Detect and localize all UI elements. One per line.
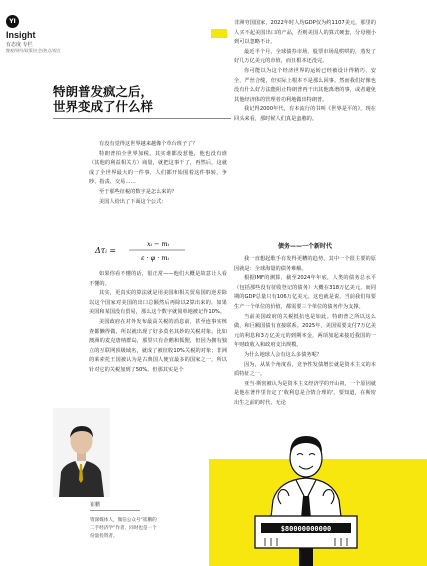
author-name: 崔鹏 [90,502,101,508]
right-column-bottom [234,255,376,409]
paragraph: 其实，更真实的算法就是用美国和相关贸易国的逆差除以这个国家对美国的出口总额然后再除以2算出来的。如果美国和某国没有贸易，那么这个数字就简单地被记作10%。 [89,290,227,316]
author-photo [53,408,110,497]
left-column-top [89,140,227,207]
title-line-2: 世界变成了什么样 [53,99,154,114]
author-divider [90,510,140,511]
formula-numerator: xᵢ − mᵢ [147,240,170,248]
paragraph: 我记得2000年代，有本流行的书叫《世界是平的》，现在回头来看，那时候人们真是蛮憨的。 [234,106,376,122]
tariff-formula [89,235,227,265]
section-label: Insight [6,30,36,40]
paragraph: 最近半个月，全球债券市场、股票市场乱哄哄的，蒸发了好几万亿美元的市值，而且根本还没完。 [234,48,376,65]
title-divider [53,118,231,119]
article-title [53,84,228,114]
yellow-accent-bar [211,29,227,38]
formula-denominator: ε · φ · mᵢ [141,254,169,262]
paragraph: 我一直想起歌手有发得更糟的趋势，其中一个很主要的原因就是：全球海量的债务难解。 [234,256,376,272]
title-line-1: 特朗普发疯之后， [53,84,154,99]
paragraph: 美国人给出了下面这个公式： [99,198,167,205]
paragraph: 当前美国政府的关税抵抗也是如此。特朗普之所以这么做，和巨额国债有直接联系。2025年，美国需要支付7万亿美元的利息和3万亿美元的到期本金，两项加起来接近我国的一年财政收入和政府支出规模。 [234,313,376,349]
author-bio: 资深媒体人，微信公众号“崔鹏的二手经济学”作者，同时也是一个份量投资者。 [90,518,157,539]
formula-lhs: Δτᵢ = [95,246,117,255]
paragraph: 非洲穷国国家，2022年时人均GDP仅为约1107美元，那里的人买不起美国出口的产品，否则美国人的算式硬套，分母刚小到可以忽略不计。 [234,20,376,46]
column-name: 有态度 专栏 [6,42,33,48]
paragraph: 有没有觉得这世界越来越像个草台班子了？ [99,141,198,147]
businessman-illustration [185,400,427,566]
column-tagline: 微观/财经/政策/社会/热点/观点 [6,48,61,53]
illustration-banner: $80000000000 [280,525,332,533]
paragraph: 特朗普拍全世界加税。其实谁都没惹他，他也没有谁（其他的利益相关方）商量，就把这事干了，再然后，这就成了全世界最大的一件事，人们都开始围着这件事转，争吵、指责、交易…… [89,150,227,186]
paragraph: 美国政府在对外发布最高关税的消息前，甚至连事实核查都懒得做，所以就出现了好多莫名其妙的关税对象。比如澳洲的麦克唐纳群岛，那里只有企鹅和狐狸，但因为拥有独立的互联网顶级域名，就成了被征收10%关税的对象；非洲的莱索托王国被认为是古典国人便宜最多的国家之一，所以针对它的关税加到了50%。但那其实是个 [89,318,227,373]
brand-logo: YI [6,15,19,28]
paragraph: 你可能以为这个经济世界的运转已经被设计得精巧、安全、严丝合缝，但实际上根本不是那么回事。然而我们好像也没有什么好方法能阻止特朗普再干出其他离谱的事，或者避免其他经济体的管理者功利地做出特朗普。 [234,67,376,103]
paragraph: 为什么地球人会有这么多债务呢？ [244,351,322,358]
paragraph: 根据IMF的测算，截至2024年年底，人类的债务总水平（包括那些没有征收登记的债务）大概在318万亿美元，而同期的GDP总量只有106万亿美元。这也就是说，当前我们每要生产一个单位的价值，都需要三个单位的债务作为支撑。 [234,275,376,310]
paragraph: 因为，从某个角度看，竞争性发债增长就是资本主义的本质特征之一。 [234,361,376,378]
paragraph: 如果你看不懂的话，很正常——他们大概是故意让人看不懂的。 [89,271,227,287]
left-column-bottom [89,270,227,376]
paragraph: 至于那些征税的数字是怎么来的？ [99,188,177,195]
section-heading: 债务——一个新时代 [277,243,332,250]
right-column-top [234,19,376,125]
paragraph: 亚当·斯密被认为是资本主义经济学的开山祖，一个原因就是他在著作里肯定了'收利息是合情合理的'。要知道，在斯密出生之前的时代，无论 [234,380,376,406]
